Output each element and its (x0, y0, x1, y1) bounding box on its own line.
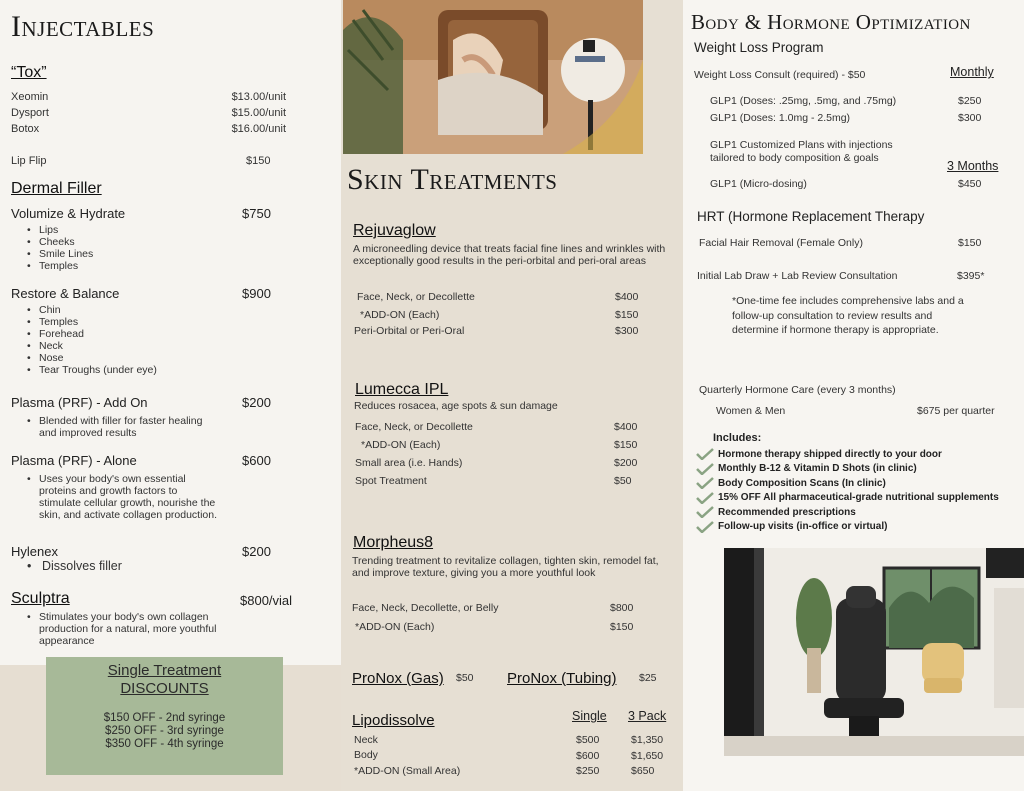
lipo-row-pack: $650 (631, 765, 655, 777)
sculptra-list (11, 611, 241, 647)
morpheus-row-price: $800 (610, 602, 634, 614)
hrt-heading: HRT (Hormone Replacement Therapy (697, 209, 925, 224)
list-item: • Temples (11, 260, 93, 272)
sculptra-price: $800/vial (240, 593, 293, 608)
lumecca-row-price: $150 (614, 439, 638, 451)
three-months-label: 3 Months (947, 159, 999, 173)
include-text: 15% OFF All pharmaceutical-grade nutritional supplements (718, 492, 999, 504)
lumecca-row-name: Small area (i.e. Hands) (355, 457, 463, 469)
morpheus-row-name: *ADD-ON (Each) (355, 621, 435, 633)
check-icon (696, 463, 714, 475)
dermal-filler-heading: Dermal Filler (11, 180, 102, 197)
tox-price: $13.00/unit (231, 91, 286, 103)
lipo-col-single: Single (572, 709, 607, 723)
lipo-row-single: $500 (576, 734, 600, 746)
pronox-tubing-heading: ProNox (Tubing) (507, 670, 617, 687)
list-item: • Nose (11, 352, 157, 364)
tox-row (11, 123, 286, 139)
lumecca-row-name: Spot Treatment (355, 475, 427, 487)
include-text: Hormone therapy shipped directly to your door (718, 448, 942, 460)
lumecca-desc: Reduces rosacea, age spots & sun damage (354, 400, 558, 412)
injectables-title: Injectables (11, 10, 155, 43)
lipo-col-pack: 3 Pack (628, 709, 667, 723)
plasma-addon-list (11, 415, 211, 439)
check-icon (696, 521, 714, 533)
list-item: • Stimulates your body's own collagen production for a natural, more youthful appearance (11, 611, 241, 647)
includes-heading: Includes: (713, 432, 762, 444)
list-item: • Blended with filler for faster healing and improved results (11, 415, 211, 439)
rejuvaglow-row-name: *ADD-ON (Each) (360, 309, 440, 321)
quarterly-care: Quarterly Hormone Care (every 3 months) (699, 384, 896, 396)
tox-heading: “Tox” (11, 64, 47, 81)
list-item (696, 491, 1016, 506)
hylenex-name: Hylenex (11, 544, 58, 559)
rejuvaglow-row-name: Face, Neck, or Decollette (357, 291, 475, 303)
tox-price: $15.00/unit (231, 107, 286, 119)
tox-name: Xeomin (11, 91, 49, 103)
morpheus-row-price: $150 (610, 621, 634, 633)
tox-price: $16.00/unit (231, 123, 286, 135)
list-item: • Uses your body's own essential proteins and growth factors to stimulate cellular growth, nourishe the skin, and activate collagen production. (11, 473, 221, 521)
restore-list (11, 304, 157, 376)
list-item (696, 520, 1016, 535)
list-item: • Tear Troughs (under eye) (11, 364, 157, 376)
rejuvaglow-row-price: $400 (615, 291, 639, 303)
glp-row-price: $250 (958, 95, 982, 107)
lumecca-row-name: Face, Neck, or Decollette (355, 421, 473, 433)
monthly-label: Monthly (950, 65, 994, 79)
weight-loss-heading: Weight Loss Program (694, 40, 824, 55)
include-text: Body Composition Scans (In clinic) (718, 477, 886, 489)
hylenex-price: $200 (242, 544, 271, 559)
lipo-row-name: Body (354, 749, 378, 761)
plasma-addon-name: Plasma (PRF) - Add On (11, 395, 148, 410)
lipo-row-pack: $1,650 (631, 750, 664, 762)
lip-flip-name: Lip Flip (11, 155, 47, 167)
include-text: Monthly B-12 & Vitamin D Shots (in clinic) (718, 463, 917, 475)
check-icon (696, 477, 714, 489)
lounge-chair-photo (343, 0, 643, 154)
lumecca-heading: Lumecca IPL (355, 381, 449, 398)
morpheus-heading: Morpheus8 (353, 534, 434, 551)
facial-hair-price: $150 (958, 237, 982, 249)
glp-row-name: GLP1 (Doses: .25mg, .5mg, and .75mg) (710, 95, 897, 107)
facial-hair-name: Facial Hair Removal (Female Only) (699, 237, 863, 249)
glp-custom: GLP1 Customized Plans with injections tailored to body composition & goals (710, 139, 893, 164)
rejuvaglow-row-name: Peri-Orbital or Peri-Oral (354, 325, 465, 337)
restore-price: $900 (242, 286, 271, 301)
list-item: • Forehead (11, 328, 157, 340)
rejuvaglow-row-price: $300 (615, 325, 639, 337)
list-item (696, 462, 1016, 477)
volumize-name: Volumize & Hydrate (11, 206, 126, 221)
sculptra-heading: Sculptra (11, 590, 70, 607)
skin-title: Skin Treatments (347, 163, 558, 196)
glp-micro-price: $450 (958, 178, 982, 190)
plasma-alone-name: Plasma (PRF) - Alone (11, 453, 137, 468)
tox-row (11, 91, 286, 107)
lipo-row-name: *ADD-ON (Small Area) (354, 765, 461, 777)
list-item: • Chin (11, 304, 157, 316)
lipodissolve-heading: Lipodissolve (352, 712, 435, 729)
lip-flip-price: $150 (246, 155, 271, 167)
lipo-row-pack: $1,350 (631, 734, 664, 746)
lab-price: $395* (957, 270, 985, 282)
tox-row (11, 107, 286, 123)
hylenex-list (11, 559, 122, 574)
lipo-row-single: $250 (576, 765, 600, 777)
include-text: Recommended prescriptions (718, 506, 856, 518)
discounts-box (46, 657, 283, 775)
list-item: • Temples (11, 316, 157, 328)
lumecca-row-price: $200 (614, 457, 638, 469)
pronox-tubing-price: $25 (639, 672, 657, 684)
plasma-addon-price: $200 (242, 395, 271, 410)
discounts-title-2: DISCOUNTS (120, 680, 209, 697)
discount-line: $350 OFF - 4th syringe (105, 738, 224, 750)
list-item (696, 505, 1016, 520)
morpheus-row-name: Face, Neck, Decollette, or Belly (352, 602, 499, 614)
tox-name: Dysport (11, 107, 49, 119)
list-item (696, 476, 1016, 491)
check-icon (696, 448, 714, 460)
discount-line: $150 OFF - 2nd syringe (103, 712, 226, 724)
discounts-title-1: Single Treatment (107, 662, 222, 679)
plasma-alone-list (11, 473, 221, 521)
pronox-gas-price: $50 (456, 672, 474, 684)
lab-note: *One-time fee includes comprehensive labs and a follow-up consultation to review results and determine if hormone therapy is appropriate. (732, 295, 964, 336)
volumize-price: $750 (242, 206, 271, 221)
weight-consult: Weight Loss Consult (required) - $50 (694, 69, 866, 81)
include-text: Follow-up visits (in-office or virtual) (718, 521, 888, 533)
treatment-room-photo (724, 548, 1024, 756)
tox-name: Botox (11, 123, 40, 135)
volumize-list (11, 224, 93, 272)
pronox-gas-heading: ProNox (Gas) (352, 670, 444, 687)
check-icon (696, 506, 714, 518)
lab-name: Initial Lab Draw + Lab Review Consultation (697, 270, 898, 282)
check-icon (696, 492, 714, 504)
body-title: Body & Hormone Optimization (691, 10, 971, 34)
lumecca-row-price: $400 (614, 421, 638, 433)
glp-row-name: GLP1 (Doses: 1.0mg - 2.5mg) (710, 112, 851, 124)
lumecca-row-price: $50 (614, 475, 632, 487)
list-item: • Dissolves filler (11, 559, 122, 574)
discount-line: $250 OFF - 3rd syringe (105, 725, 224, 737)
includes-list (696, 447, 1016, 534)
rejuvaglow-heading: Rejuvaglow (353, 222, 436, 239)
women-men-price: $675 per quarter (917, 405, 995, 417)
morpheus-desc: Trending treatment to revitalize collagen, tighten skin, remodel fat, and improve texture, giving you a more youthful look (352, 555, 659, 579)
rejuvaglow-desc: A microneedling device that treats facial fine lines and wrinkles with exceptionally good results in the peri-orbital and peri-oral areas (353, 243, 666, 267)
lipo-row-single: $600 (576, 750, 600, 762)
list-item: • Cheeks (11, 236, 93, 248)
rejuvaglow-row-price: $150 (615, 309, 639, 321)
plasma-alone-price: $600 (242, 453, 271, 468)
list-item: • Lips (11, 224, 93, 236)
tox-list (11, 91, 286, 139)
glp-micro-name: GLP1 (Micro-dosing) (710, 178, 807, 190)
lumecca-row-name: *ADD-ON (Each) (361, 439, 441, 451)
list-item (696, 447, 1016, 462)
restore-name: Restore & Balance (11, 286, 120, 301)
glp-row-price: $300 (958, 112, 982, 124)
women-men-name: Women & Men (716, 405, 786, 417)
list-item: • Neck (11, 340, 157, 352)
lipo-row-name: Neck (354, 734, 378, 746)
list-item: • Smile Lines (11, 248, 93, 260)
